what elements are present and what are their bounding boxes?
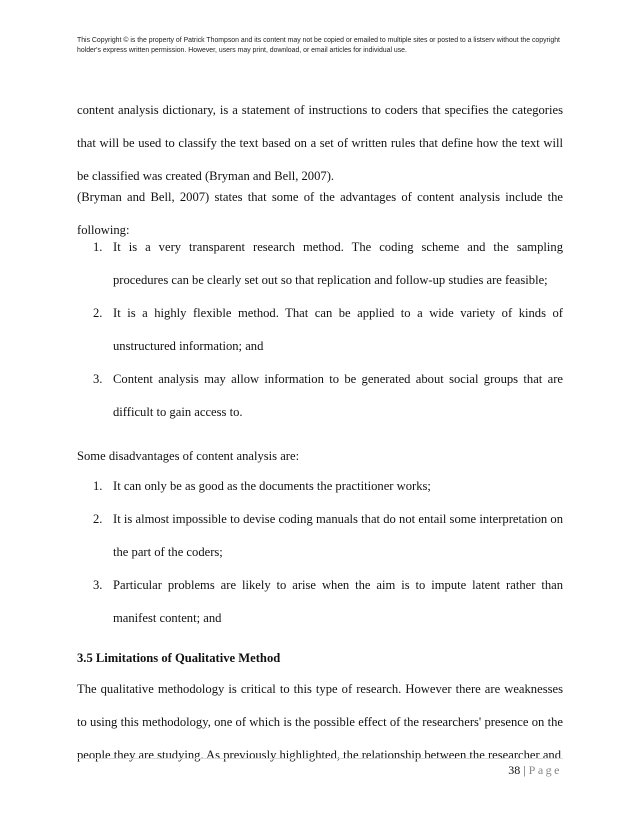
- page-label: Page: [528, 763, 562, 777]
- list-item-text: It is a highly flexible method. That can be applied to a wide variety of kinds of unstructured information; and: [113, 306, 563, 353]
- list-item-number: 1.: [93, 240, 103, 254]
- paragraph-qualitative-limitations: The qualitative methodology is critical to this type of research. However there are weaknesses to using this methodology, one of which is the possible effect of the researchers' presence on the people they are studying. As previously highlighted, the relationship between the researcher and: [77, 682, 563, 762]
- list-item-number: 3.: [93, 372, 103, 386]
- advantages-list: [77, 231, 563, 429]
- page-number: [508, 762, 562, 778]
- list-item-text: Content analysis may allow information to be generated about social groups that are difficult to gain access to.: [113, 372, 563, 419]
- list-item-text: Particular problems are likely to arise when the aim is to impute latent rather than manifest content; and: [113, 578, 563, 625]
- list-item: [77, 363, 563, 429]
- list-item-text: It is a very transparent research method. The coding scheme and the sampling procedures can be clearly set out so that replication and follow-up studies are feasible;: [113, 240, 563, 287]
- page-number-value: 38: [508, 763, 521, 777]
- list-item: [77, 503, 563, 569]
- section-heading: 3.5 Limitations of Qualitative Method: [77, 651, 281, 665]
- list-item-number: 2.: [93, 306, 103, 320]
- list-item-number: 3.: [93, 578, 103, 592]
- disadvantages-list: [77, 470, 563, 635]
- paragraph-advantages-intro: (Bryman and Bell, 2007) states that some of the advantages of content analysis include the following:: [77, 190, 563, 237]
- list-item: [77, 470, 563, 503]
- list-item-text: It is almost impossible to devise coding manuals that do not entail some interpretation on the part of the coders;: [113, 512, 563, 559]
- list-item-number: 2.: [93, 512, 103, 526]
- list-item-text: It can only be as good as the documents the practitioner works;: [113, 479, 431, 493]
- page-separator: |: [523, 763, 526, 777]
- list-item: [77, 231, 563, 297]
- paragraph-coding-dictionary: content analysis dictionary, is a statement of instructions to coders that specifies the categories that will be used to classify the text based on a set of written rules that define how the text will be classified was created (Bryman and Bell, 2007).: [77, 103, 563, 183]
- copyright-notice: This Copyright © is the property of Patrick Thompson and its content may not be copied or emailed to multiple sites or posted to a listserv without the copyright holder's express written permission. However, users may print, download, or email articles for individual use.: [77, 37, 560, 54]
- paragraph-disadvantages-intro: Some disadvantages of content analysis are:: [77, 449, 300, 463]
- list-item: [77, 297, 563, 363]
- list-item-number: 1.: [93, 479, 103, 493]
- footer-divider: [77, 758, 563, 759]
- list-item: [77, 569, 563, 635]
